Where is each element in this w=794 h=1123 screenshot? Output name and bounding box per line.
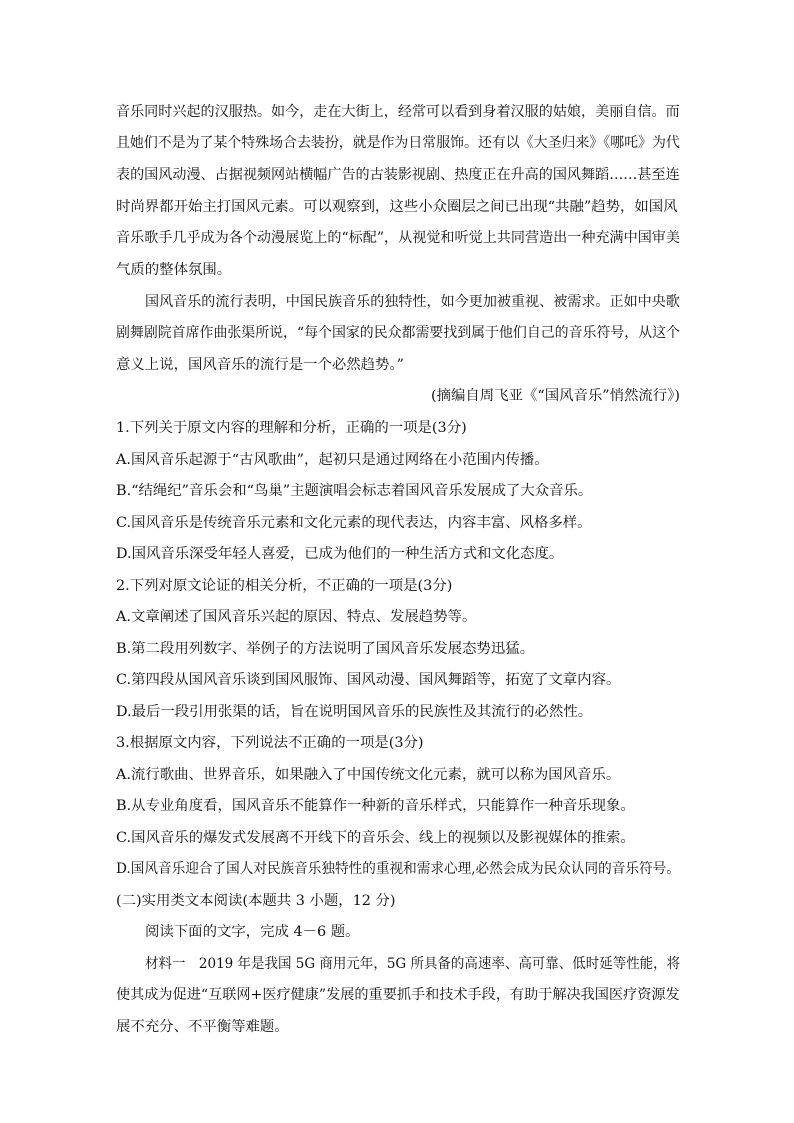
passage-p1-line-1: 音乐同时兴起的汉服热。如今，走在大街上，经常可以看到身着汉服的姑娘，美丽自信。而 xyxy=(116,104,680,120)
question-1-stem: 1.下列关于原文内容的理解和分析，正确的一项是(3分) xyxy=(116,420,467,436)
passage-p1-line-3: 表的国风动漫、占据视频网站横幅广告的古装影视剧、热度正在升高的国风舞蹈……甚至连 xyxy=(116,167,680,183)
question-1-option-c: C.国风音乐是传统音乐元素和文化元素的现代表达，内容丰富、风格多样。 xyxy=(116,515,592,531)
question-2-option-b: B.第二段用列数字、举例子的方法说明了国风音乐发展态势迅猛。 xyxy=(116,641,535,657)
section-2-instruction: 阅读下面的文字，完成 4－6 题。 xyxy=(145,924,360,940)
question-2-option-a: A.文章阐述了国风音乐兴起的原因、特点、发展趋势等。 xyxy=(116,609,477,625)
question-3-option-b: B.从专业角度看，国风音乐不能算作一种新的音乐样式，只能算作一种音乐现象。 xyxy=(116,798,635,814)
material-1-line-2: 使其成为促进“互联网+医疗健康”发展的重要抓手和技术手段，有助于解决我国医疗资源发 xyxy=(116,987,680,1003)
passage-p1-line-4: 时尚界都开始主打国风元素。可以观察到，这些小众圈层之间已出现“共融”趋势，如国风 xyxy=(116,199,678,215)
question-1-option-a: A.国风音乐起源于“古风歌曲”，起初只是通过网络在小范围内传播。 xyxy=(116,452,549,468)
question-2-option-d: D.最后一段引用张渠的话，旨在说明国风音乐的民族性及其流行的必然性。 xyxy=(116,704,593,720)
material-1-line-1: 材料一 2019 年是我国 5G 商用元年，5G 所具备的高速率、高可靠、低时延等性能，将 xyxy=(145,956,681,972)
question-1-option-b: B.“结绳纪”音乐会和“鸟巢”主题演唱会标志着国风音乐发展成了大众音乐。 xyxy=(116,483,593,499)
question-2-option-c: C.第四段从国风音乐谈到国风服饰、国风动漫、国风舞蹈等，拓宽了文章内容。 xyxy=(116,672,621,688)
passage-source: (摘编自周飞亚《“国风音乐”悄然流行》) xyxy=(431,388,680,404)
question-3-stem: 3.根据原文内容，下列说法不正确的一项是(3分) xyxy=(116,735,424,751)
section-2-heading: (二)实用类文本阅读(本题共 3 小题，12 分) xyxy=(116,893,396,909)
passage-p1-line-5: 音乐歌手几乎成为各个动漫展览上的“标配”，从视觉和听觉上共同营造出一种充满中国审美 xyxy=(116,230,680,246)
passage-p2-line-1: 国风音乐的流行表明，中国民族音乐的独特性，如今更加被重视、被需求。正如中央歌 xyxy=(145,294,680,310)
question-3-option-a: A.流行歌曲、世界音乐，如果融入了中国传统文化元素，就可以称为国风音乐。 xyxy=(116,767,621,783)
passage-p1-line-6: 气质的整体氛围。 xyxy=(116,262,232,278)
question-2-stem: 2.下列对原文论证的相关分析，不正确的一项是(3分) xyxy=(116,578,453,594)
question-3-option-c: C.国风音乐的爆发式发展离不开线下的音乐会、线上的视频以及影视媒体的推索。 xyxy=(116,830,635,846)
question-1-option-d: D.国风音乐深受年轻人喜爱，已成为他们的一种生活方式和文化态度。 xyxy=(116,546,564,562)
passage-p2-line-2: 剧舞剧院首席作曲张渠所说，“每个国家的民众都需要找到属于他们自己的音乐符号，从这个 xyxy=(116,325,680,341)
passage-p1-line-2: 且她们不是为了某个特殊场合去装扮，就是作为日常服饰。还有以《大圣归来》《哪吒》为代 xyxy=(116,135,680,151)
material-1-line-3: 展不充分、不平衡等难题。 xyxy=(116,1019,289,1035)
question-3-option-d: D.国风音乐迎合了国人对民族音乐独特性的重视和需求心理,必然会成为民众认同的音乐符号。 xyxy=(116,861,680,877)
passage-p2-line-3: 意义上说，国风音乐的流行是一个必然趋势。” xyxy=(116,357,404,373)
